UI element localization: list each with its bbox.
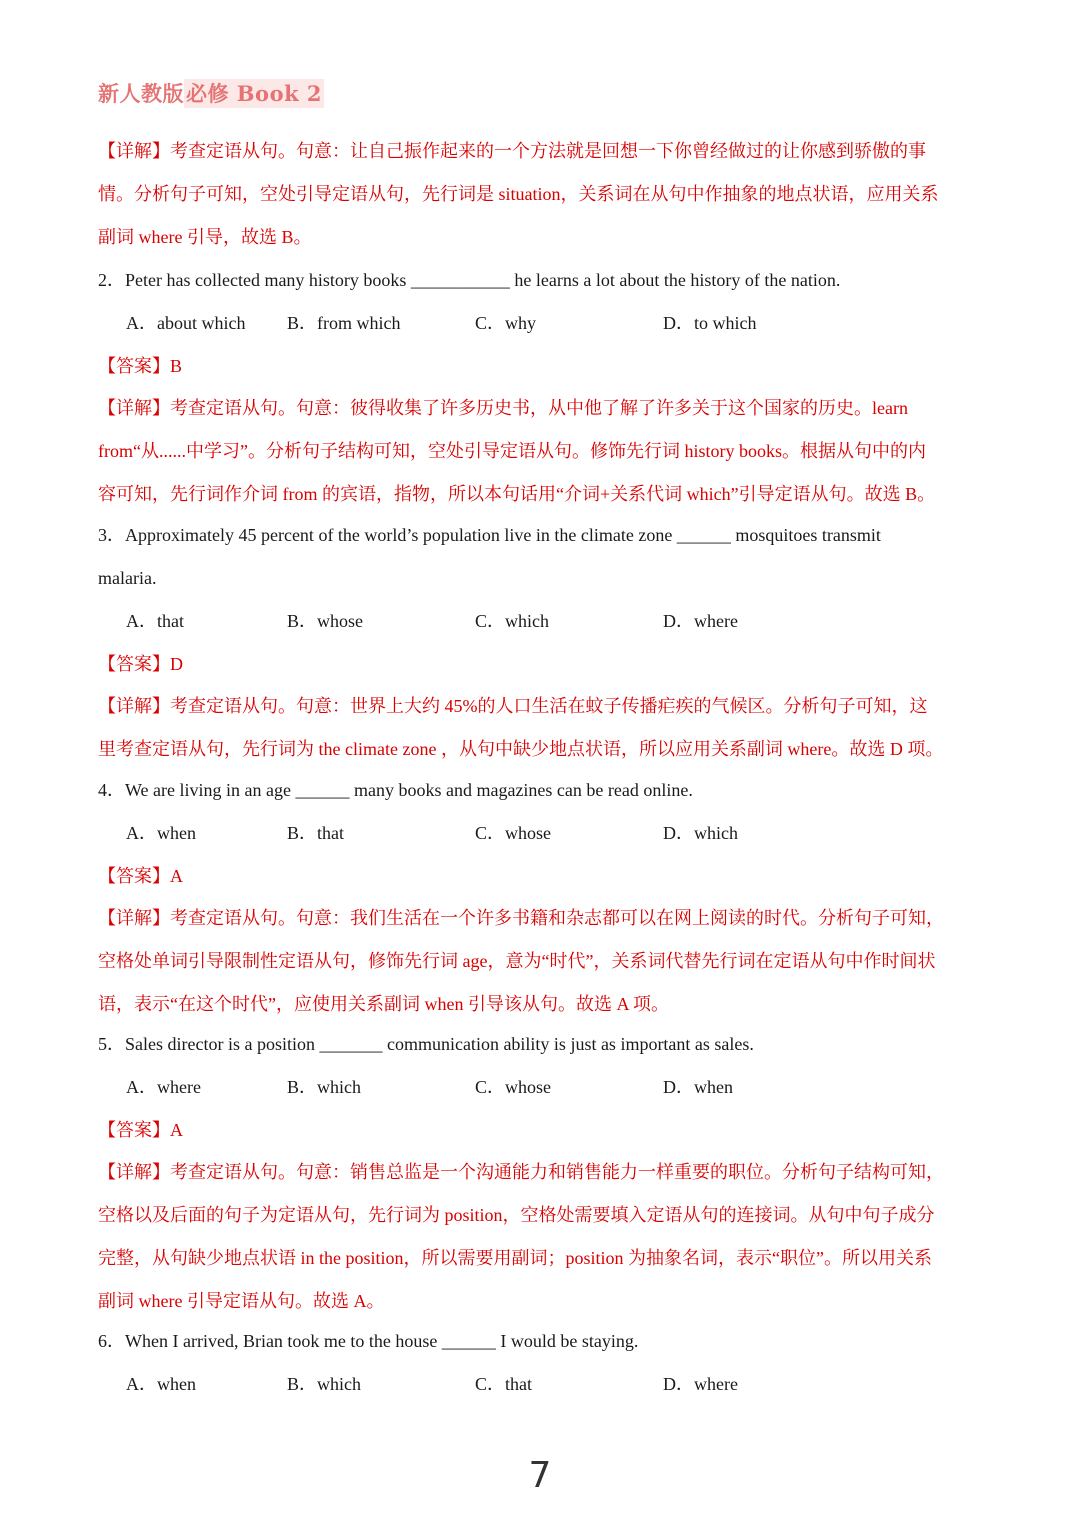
question-stem-cont: malaria. [98,568,157,588]
explanation [98,897,988,1026]
option-d: D．to which [663,313,757,333]
option-d: D．where [663,611,738,631]
option-c: C．whose [475,1077,551,1097]
question-stem: 5．Sales director is a position _______ communication ability is just as important as sales. [98,1034,754,1054]
option-a: A．when [126,823,196,843]
option-a: A．about which [126,313,246,333]
options-row [98,1066,988,1109]
option-b: B．that [287,823,344,843]
question-5 [98,1023,988,1323]
text-line: 【详解】考查定语从句。句意：销售总监是一个沟通能力和销售能力一样重要的职位。分析句子结构可知， [98,1162,944,1182]
question-4 [98,769,988,1026]
option-c: C．which [475,611,549,631]
q1-explanation [98,130,988,259]
options-row [98,600,988,643]
text-line: 【详解】考查定语从句。句意：彼得收集了许多历史书，从中他了解了许多关于这个国家的历史。learn [98,398,908,418]
explanation [98,387,988,516]
question-stem: 2．Peter has collected many history books ___________ he learns a lot about the history of the nation. [98,270,841,290]
text-line: from“从......中学习”。分析句子结构可知，空处引导定语从句。修饰先行词 history books。根据从句中的内 [98,441,926,461]
options-row [98,302,988,345]
question-stem: 6．When I arrived, Brian took me to the house ______ I would be staying. [98,1331,639,1351]
explanation [98,685,988,771]
answer: 【答案】D [98,654,183,674]
text-line: 【详解】考查定语从句。句意：让自己振作起来的一个方法就是回想一下你曾经做过的让你感到骄傲的事 [98,141,926,161]
option-b: B．whose [287,611,363,631]
page-header [98,78,324,108]
answer: 【答案】A [98,866,183,886]
text-line: 副词 where 引导定语从句。故选 A。 [98,1291,385,1311]
answer: 【答案】B [98,356,183,376]
text-line: 情。分析句子可知，空处引导定语从句，先行词是 situation，关系词在从句中作抽象的地点状语，应用关系 [98,184,939,204]
header-edition: 新人教版 [98,81,184,106]
text-line: 空格处单词引导限制性定语从句，修饰先行词 age，意为“时代”，关系词代替先行词在定语从句中作时间状 [98,951,936,971]
question-2 [98,259,988,516]
text-line: 里考查定语从句，先行词为 the climate zone ，从句中缺少地点状语，所以应用关系副词 where。故选 D 项。 [98,739,944,759]
question-3 [98,514,988,771]
text-line: 空格以及后面的句子为定语从句，先行词为 position，空格处需要填入定语从句的连接词。从句中句子成分 [98,1205,935,1225]
page-number: 7 [528,1455,552,1496]
option-d: D．when [663,1077,733,1097]
option-b: B．which [287,1077,361,1097]
explanation [98,1151,988,1323]
question-stem: 3．Approximately 45 percent of the world’s population live in the climate zone ______ mosquitoes transmit [98,525,881,545]
option-d: D．where [663,1374,738,1394]
options-row [98,1363,988,1406]
option-a: A．when [126,1374,196,1394]
answer: 【答案】A [98,1120,183,1140]
text-line: 【详解】考查定语从句。句意：世界上大约 45%的人口生活在蚊子传播疟疾的气候区。分析句子可知，这 [98,696,928,716]
option-b: B．from which [287,313,401,333]
text-line: 【详解】考查定语从句。句意：我们生活在一个许多书籍和杂志都可以在网上阅读的时代。分析句子可知， [98,908,944,928]
text-line: 副词 where 引导，故选 B。 [98,227,312,247]
option-c: C．whose [475,823,551,843]
text-line: 语，表示“在这个时代”，应使用关系副词 when 引导该从句。故选 A 项。 [98,994,669,1014]
option-b: B．which [287,1374,361,1394]
question-6 [98,1320,988,1406]
option-a: A．where [126,1077,201,1097]
options-row [98,812,988,855]
option-c: C．why [475,313,537,333]
question-stem: 4．We are living in an age ______ many books and magazines can be read online. [98,780,693,800]
text-line: 完整，从句缺少地点状语 in the position，所以需要用副词；position 为抽象名词，表示“职位”。所以用关系 [98,1248,932,1268]
text-line: 容可知，先行词作介词 from 的宾语，指物，所以本句话用“介词+关系代词 which”引导定语从句。故选 B。 [98,484,936,504]
option-a: A．that [126,611,184,631]
option-d: D．which [663,823,738,843]
option-c: C．that [475,1374,532,1394]
header-book: 必修 Book 2 [186,81,323,106]
